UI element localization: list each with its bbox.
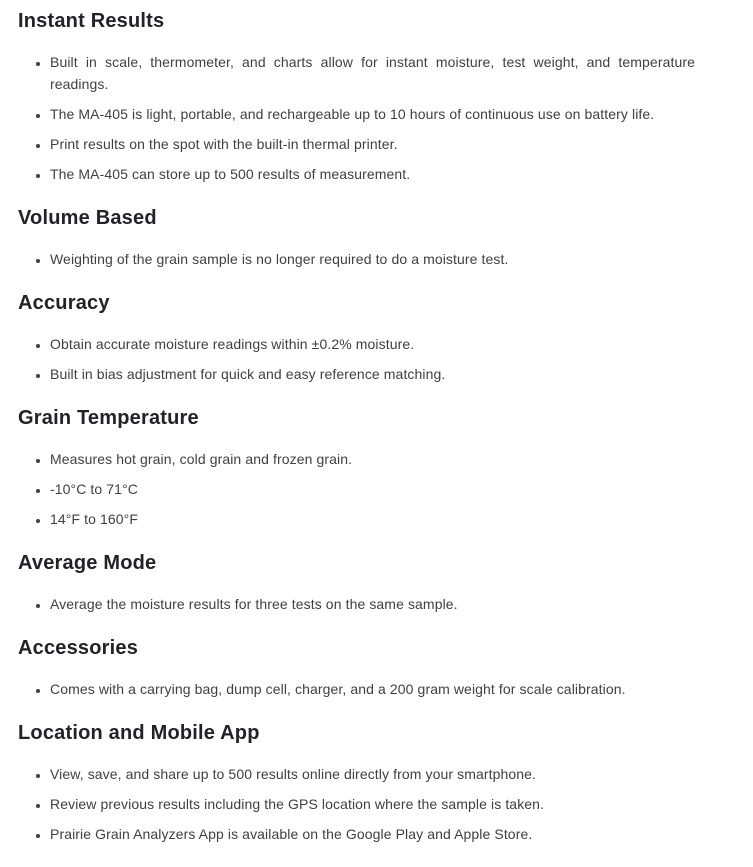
bullet-list <box>18 333 695 385</box>
bullet-item: • The MA-405 is light, portable, and rechargeable up to 10 hours of continuous use on battery life. <box>50 103 695 125</box>
section-instant-results <box>18 8 695 185</box>
bullet-item: • Obtain accurate moisture readings within ±0.2% moisture. <box>50 333 695 355</box>
section-location-and-mobile-app <box>18 720 695 845</box>
bullet-list <box>18 763 695 845</box>
bullet-item: • 14°F to 160°F <box>50 508 695 530</box>
bullet-list <box>18 678 695 700</box>
section-heading: Accuracy <box>18 292 110 314</box>
section-heading: Accessories <box>18 637 139 659</box>
section-average-mode <box>18 550 695 615</box>
bullet-item: • Built in scale, thermometer, and charts allow for instant moisture, test weight, and temperature readings. <box>50 51 695 95</box>
bullet-list <box>18 51 695 185</box>
bullet-item: • Print results on the spot with the built-in thermal printer. <box>50 133 695 155</box>
section-heading: Location and Mobile App <box>18 722 260 744</box>
section-heading: Grain Temperature <box>18 407 199 429</box>
bullet-item: • Review previous results including the GPS location where the sample is taken. <box>50 793 695 815</box>
section-heading: Average Mode <box>18 552 157 574</box>
section-volume-based <box>18 205 695 270</box>
bullet-item: • Measures hot grain, cold grain and frozen grain. <box>50 448 695 470</box>
bullet-item: • View, save, and share up to 500 results online directly from your smartphone. <box>50 763 695 785</box>
bullet-item: • Weighting of the grain sample is no longer required to do a moisture test. <box>50 248 695 270</box>
bullet-item: • The MA-405 can store up to 500 results of measurement. <box>50 163 695 185</box>
section-accuracy <box>18 290 695 385</box>
section-grain-temperature <box>18 405 695 530</box>
bullet-item: • Average the moisture results for three tests on the same sample. <box>50 593 695 615</box>
section-accessories <box>18 635 695 700</box>
bullet-item: • -10°C to 71°C <box>50 478 695 500</box>
section-heading: Instant Results <box>18 10 165 32</box>
product-features-content <box>18 8 695 845</box>
bullet-item: • Prairie Grain Analyzers App is available on the Google Play and Apple Store. <box>50 823 695 845</box>
bullet-list <box>18 248 695 270</box>
bullet-item: • Comes with a carrying bag, dump cell, charger, and a 200 gram weight for scale calibration. <box>50 678 695 700</box>
bullet-item: • Built in bias adjustment for quick and easy reference matching. <box>50 363 695 385</box>
bullet-list <box>18 448 695 530</box>
section-heading: Volume Based <box>18 207 157 229</box>
bullet-list <box>18 593 695 615</box>
